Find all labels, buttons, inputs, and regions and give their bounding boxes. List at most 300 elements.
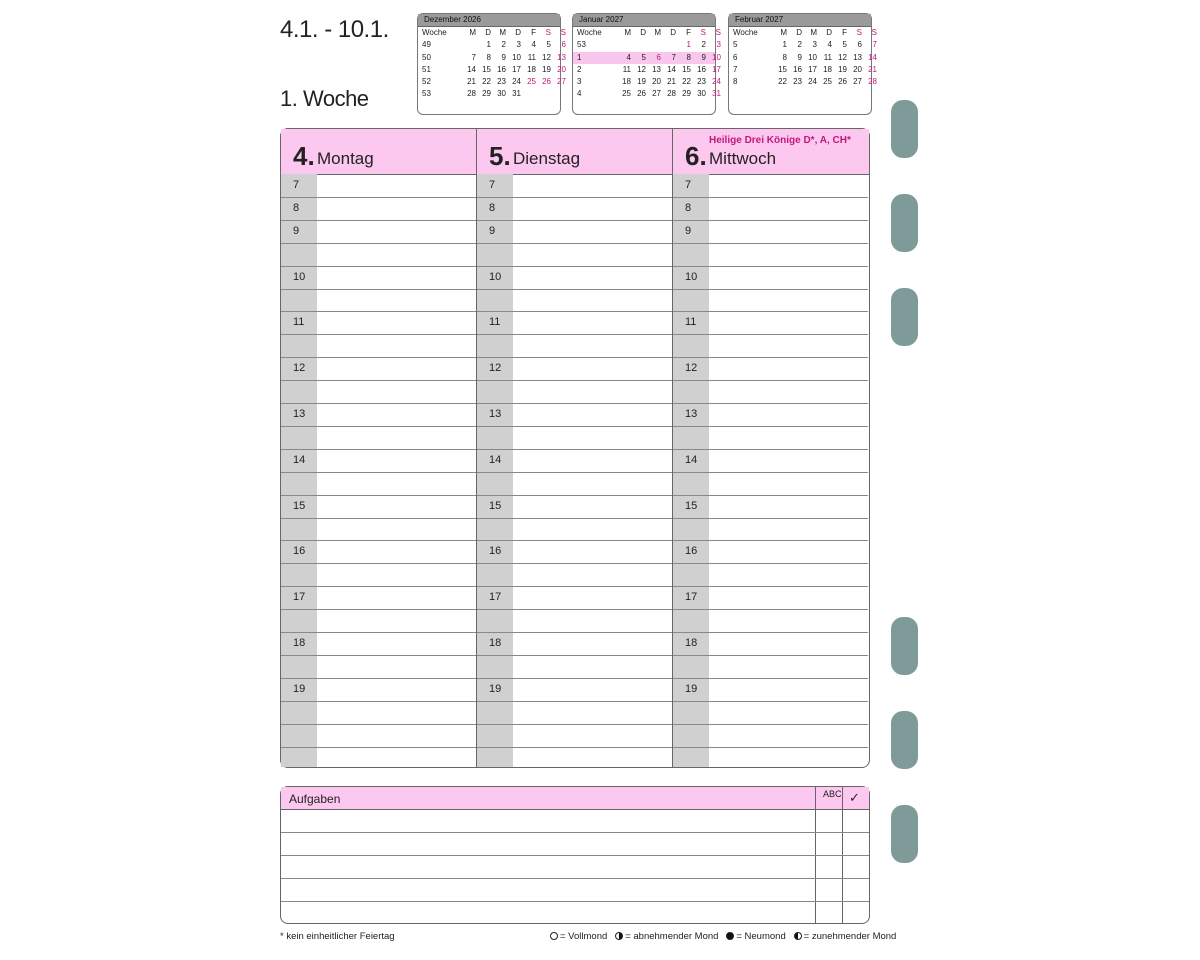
- hour-label: 13: [293, 408, 306, 420]
- hour-label: 17: [489, 591, 502, 604]
- week-label: 1. Woche: [280, 86, 369, 111]
- task-row-line: [281, 832, 869, 833]
- time-slot-line: [281, 724, 476, 725]
- day-cell: 18: [527, 64, 536, 74]
- day-cell: 17: [512, 64, 521, 74]
- mini-calendar-week: [573, 39, 721, 51]
- hour-label: 16: [685, 545, 698, 558]
- time-slot-line: [281, 678, 476, 679]
- time-slot-line: [673, 197, 868, 198]
- day-cell: 8: [782, 52, 787, 62]
- day-cell: 2: [501, 40, 506, 50]
- time-slot-line: [281, 197, 476, 198]
- time-slot-line: [477, 243, 672, 244]
- time-slot-line: [281, 266, 476, 267]
- mini-calendar-weekdays: [573, 27, 721, 39]
- day-cell: 24: [712, 77, 721, 87]
- time-slot-line: [477, 380, 672, 381]
- check-label: ✓: [849, 790, 860, 805]
- day-number: 4.: [293, 141, 315, 171]
- time-slot-line: [673, 380, 868, 381]
- day-cell: 3: [516, 40, 521, 50]
- hour-label: 11: [293, 316, 305, 329]
- hour-label: 14: [293, 453, 306, 466]
- day-cell: 23: [793, 77, 802, 87]
- day-cell: 8: [486, 52, 491, 62]
- day-cell: 8: [686, 52, 691, 62]
- day-cell: 9: [797, 52, 802, 62]
- time-slot-line: [281, 403, 476, 404]
- day-cell: 30: [697, 89, 706, 99]
- day-cell: 23: [497, 77, 506, 87]
- day-cell: D: [640, 28, 646, 37]
- day-column[interactable]: [673, 174, 868, 767]
- time-slot-line: [281, 426, 476, 427]
- hour-label: 10: [685, 270, 698, 283]
- week-number: Woche: [733, 28, 758, 37]
- day-cell: F: [686, 28, 691, 37]
- day-cell: 11: [823, 52, 832, 62]
- week-number: 7: [733, 64, 738, 74]
- hour-label: 10: [293, 270, 306, 283]
- time-slot-line: [281, 655, 476, 656]
- week-number: 5: [733, 40, 738, 50]
- hour-label: 19: [293, 682, 306, 695]
- week-number: 8: [733, 77, 738, 87]
- day-cell: 10: [712, 52, 721, 62]
- day-cell: 22: [778, 77, 787, 87]
- day-cell: 15: [682, 64, 691, 74]
- hour-label: 13: [489, 408, 502, 420]
- day-cell: 21: [868, 64, 877, 74]
- moon-new-label: = Neumond: [736, 931, 786, 942]
- day-cell: 4: [827, 40, 832, 50]
- day-cell: 5: [641, 52, 646, 62]
- mini-calendar-week: [729, 64, 877, 76]
- day-column[interactable]: [281, 174, 476, 767]
- day-cell: 1: [686, 40, 691, 50]
- day-cell: S: [871, 28, 877, 37]
- mini-calendar-title: Februar 2027: [729, 14, 871, 27]
- time-slot-line: [477, 655, 672, 656]
- day-cell: 19: [637, 77, 646, 87]
- hour-label: 13: [685, 408, 698, 420]
- day-cell: 22: [482, 77, 491, 87]
- day-cell: 13: [853, 52, 862, 62]
- hour-label: 18: [293, 637, 306, 649]
- hour-label: 9: [293, 224, 300, 237]
- mini-calendar: [728, 13, 877, 115]
- hour-label: 12: [293, 362, 306, 375]
- week-number: 3: [577, 77, 582, 87]
- hour-label: 14: [685, 453, 698, 466]
- time-slot-line: [281, 357, 476, 358]
- mini-calendar-week: [729, 39, 877, 51]
- day-number: 6.: [685, 141, 707, 171]
- day-cell: 19: [542, 64, 551, 74]
- day-cell: 20: [853, 64, 862, 74]
- time-slot-line: [281, 701, 476, 702]
- register-tab[interactable]: [891, 711, 918, 769]
- day-cell: 27: [652, 89, 661, 99]
- mini-calendar-week: [418, 39, 566, 51]
- week-number: 50: [422, 52, 431, 62]
- mini-calendar-title: Dezember 2026: [418, 14, 560, 27]
- day-cell: 6: [656, 52, 661, 62]
- time-slot-line: [673, 243, 868, 244]
- day-cell: 1: [486, 40, 491, 50]
- day-cell: 16: [697, 64, 706, 74]
- day-cell: 27: [557, 77, 566, 87]
- day-cell: 26: [637, 89, 646, 99]
- time-slot-line: [673, 472, 868, 473]
- mini-calendar-week: [729, 52, 877, 64]
- day-cell: D: [670, 28, 676, 37]
- hour-label: 7: [685, 179, 692, 191]
- tasks-header: [281, 787, 869, 810]
- day-cell: 5: [546, 40, 551, 50]
- day-name: Mittwoch: [709, 149, 777, 168]
- week-number: Woche: [422, 28, 447, 37]
- time-slot-line: [477, 289, 672, 290]
- time-slot-line: [673, 518, 868, 519]
- day-cell: F: [531, 28, 536, 37]
- time-slot-line: [673, 540, 868, 541]
- time-slot-line: [281, 586, 476, 587]
- mini-calendar-week: [418, 88, 560, 100]
- time-slot-line: [477, 609, 672, 610]
- abc-priority-label: [823, 789, 842, 800]
- day-cell: M: [780, 28, 787, 37]
- time-slot-line: [281, 563, 476, 564]
- time-slot-line: [477, 197, 672, 198]
- day-header-tuesday: [477, 129, 673, 175]
- day-cell: 5: [842, 40, 847, 50]
- time-slot-line: [477, 518, 672, 519]
- day-cell: 3: [716, 40, 721, 50]
- time-slot-line: [281, 243, 476, 244]
- time-slot-line: [281, 540, 476, 541]
- week-grid: [280, 128, 870, 768]
- time-slot-line: [477, 403, 672, 404]
- day-cell: 12: [542, 52, 551, 62]
- day-cell: 3: [812, 40, 817, 50]
- task-row-line: [281, 855, 869, 856]
- week-number: 6: [733, 52, 738, 62]
- register-tab[interactable]: [891, 805, 918, 863]
- register-tab[interactable]: [891, 288, 918, 346]
- time-slot-line: [477, 472, 672, 473]
- day-cell: 12: [838, 52, 847, 62]
- mini-calendar-week: [573, 64, 721, 76]
- time-slot-line: [477, 334, 672, 335]
- day-cell: 15: [482, 64, 491, 74]
- time-slot-line: [281, 334, 476, 335]
- week-number: 53: [422, 89, 431, 99]
- day-number: 5.: [489, 141, 511, 171]
- mini-calendar-weekdays: [418, 27, 566, 39]
- time-slot-line: [477, 632, 672, 633]
- holiday-label: Heilige Drei Könige D*, A, CH*: [709, 135, 851, 146]
- time-slot-line: [281, 472, 476, 473]
- time-slot-line: [477, 563, 672, 564]
- mini-calendar-week: [573, 52, 721, 64]
- day-cell: S: [700, 28, 706, 37]
- day-cell: 30: [497, 89, 506, 99]
- time-slot-line: [477, 586, 672, 587]
- day-cell: 28: [667, 89, 676, 99]
- day-cell: 31: [712, 89, 721, 99]
- hour-label: 16: [489, 545, 502, 558]
- day-cell: D: [485, 28, 491, 37]
- moon-waxing-label: = zunehmender Mond: [803, 931, 897, 942]
- day-cell: S: [715, 28, 721, 37]
- day-cell: 25: [823, 77, 832, 87]
- time-slot-line: [673, 609, 868, 610]
- time-slot-line: [281, 632, 476, 633]
- time-slot-line: [673, 632, 868, 633]
- hour-label: 9: [489, 224, 496, 237]
- time-slot-line: [281, 289, 476, 290]
- day-cell: 7: [671, 52, 676, 62]
- day-column[interactable]: [477, 174, 672, 767]
- time-slot-line: [673, 747, 868, 748]
- time-slot-line: [477, 724, 672, 725]
- hour-label: 18: [685, 637, 698, 649]
- week-number: 52: [422, 77, 431, 87]
- time-slot-line: [673, 495, 868, 496]
- day-cell: 17: [808, 64, 817, 74]
- footnote: * kein einheitlicher Feiertag: [280, 931, 395, 942]
- time-slot-line: [477, 747, 672, 748]
- day-cell: 28: [868, 77, 877, 87]
- task-row-line: [281, 901, 869, 902]
- day-cell: 16: [497, 64, 506, 74]
- hour-label: 14: [489, 453, 502, 466]
- hour-label: 12: [489, 362, 502, 375]
- time-slot-line: [281, 495, 476, 496]
- mini-calendar-week: [418, 76, 566, 88]
- day-cell: 11: [622, 64, 631, 74]
- day-cell: 16: [793, 64, 802, 74]
- time-slot-line: [673, 449, 868, 450]
- mini-calendar-week: [573, 76, 721, 88]
- time-slot-line: [673, 357, 868, 358]
- day-cell: S: [856, 28, 862, 37]
- day-cell: M: [499, 28, 506, 37]
- day-cell: 11: [527, 52, 536, 62]
- day-cell: 21: [467, 77, 476, 87]
- day-cell: F: [842, 28, 847, 37]
- day-cell: 10: [808, 52, 817, 62]
- day-cell: 14: [667, 64, 676, 74]
- moon-legend: [550, 931, 896, 942]
- hour-label: 12: [685, 362, 698, 375]
- day-cell: 9: [701, 52, 706, 62]
- day-cell: 24: [808, 77, 817, 87]
- day-cell: 13: [652, 64, 661, 74]
- week-number: 49: [422, 40, 431, 50]
- day-cell: 10: [512, 52, 521, 62]
- day-cell: D: [826, 28, 832, 37]
- hour-label: 8: [293, 201, 300, 214]
- day-cell: 17: [712, 64, 721, 74]
- time-slot-line: [477, 220, 672, 221]
- moon-full-label: = Vollmond: [560, 931, 608, 942]
- day-cell: 7: [471, 52, 476, 62]
- day-cell: M: [654, 28, 661, 37]
- time-slot-line: [477, 678, 672, 679]
- day-cell: M: [624, 28, 631, 37]
- hour-label: 16: [293, 545, 306, 558]
- day-cell: 26: [838, 77, 847, 87]
- mini-calendar-weekdays: [729, 27, 877, 39]
- time-slot-line: [673, 724, 868, 725]
- waning-moon-icon: [615, 932, 623, 940]
- time-slot-line: [281, 380, 476, 381]
- day-name: Montag: [317, 149, 374, 168]
- time-slot-line: [477, 449, 672, 450]
- week-number: 4: [577, 89, 582, 99]
- moon-waning-label: = abnehmender Mond: [625, 931, 719, 942]
- day-cell: 25: [622, 89, 631, 99]
- time-slot-line: [281, 311, 476, 312]
- day-cell: 20: [557, 64, 566, 74]
- time-slot-line: [673, 311, 868, 312]
- abc-text: ABC: [823, 789, 842, 799]
- mini-calendar: [417, 13, 566, 115]
- hour-label: 11: [489, 316, 501, 329]
- day-cell: 6: [561, 40, 566, 50]
- day-cell: 4: [626, 52, 631, 62]
- time-slot-line: [673, 220, 868, 221]
- week-number: 2: [577, 64, 582, 74]
- mini-calendar-week: [729, 76, 877, 88]
- hour-label: 7: [489, 179, 496, 191]
- hour-label: 19: [489, 682, 502, 695]
- time-slot-line: [281, 609, 476, 610]
- time-slot-line: [477, 426, 672, 427]
- day-cell: 19: [838, 64, 847, 74]
- tasks-table: [280, 786, 870, 924]
- time-slot-line: [281, 518, 476, 519]
- register-tab[interactable]: [891, 100, 918, 158]
- time-slot-line: [673, 266, 868, 267]
- time-slot-line: [673, 334, 868, 335]
- mini-calendar-week: [418, 64, 566, 76]
- time-slot-line: [673, 701, 868, 702]
- full-moon-icon: [550, 932, 558, 940]
- day-cell: 29: [482, 89, 491, 99]
- hour-label: 19: [685, 682, 698, 695]
- time-slot-line: [673, 426, 868, 427]
- time-slot-line: [673, 403, 868, 404]
- day-cell: S: [545, 28, 551, 37]
- time-slot-line: [673, 655, 868, 656]
- mini-calendar-title: Januar 2027: [573, 14, 715, 27]
- day-cell: 12: [637, 64, 646, 74]
- day-cell: 2: [797, 40, 802, 50]
- time-slot-line: [673, 586, 868, 587]
- day-cell: 27: [853, 77, 862, 87]
- mini-calendar: [572, 13, 721, 115]
- day-cell: 4: [531, 40, 536, 50]
- week-number: 1: [577, 52, 582, 62]
- hour-label: 8: [489, 201, 496, 214]
- day-cell: 9: [501, 52, 506, 62]
- day-cell: 20: [652, 77, 661, 87]
- day-cell: 28: [467, 89, 476, 99]
- date-range: 4.1. - 10.1.: [280, 16, 389, 43]
- day-header-wednesday: [673, 129, 869, 175]
- time-slot-line: [673, 563, 868, 564]
- week-number: 51: [422, 64, 431, 74]
- day-cell: 14: [467, 64, 476, 74]
- day-cell: 13: [557, 52, 566, 62]
- time-slot-line: [673, 678, 868, 679]
- time-slot-line: [477, 495, 672, 496]
- time-slot-line: [477, 311, 672, 312]
- day-cell: 31: [512, 89, 521, 99]
- week-number: Woche: [577, 28, 602, 37]
- time-slot-line: [281, 220, 476, 221]
- hour-label: 18: [489, 637, 502, 649]
- day-cell: M: [810, 28, 817, 37]
- tasks-label: Aufgaben: [289, 792, 341, 806]
- week-number: 53: [577, 40, 586, 50]
- mini-calendar-week: [573, 88, 721, 100]
- hour-label: 15: [293, 499, 306, 512]
- day-cell: 26: [542, 77, 551, 87]
- hour-label: 17: [293, 591, 306, 604]
- waxing-moon-icon: [794, 932, 802, 940]
- day-cell: 1: [782, 40, 787, 50]
- hour-label: 15: [685, 499, 698, 512]
- day-cell: D: [515, 28, 521, 37]
- time-slot-line: [477, 357, 672, 358]
- day-cell: 18: [823, 64, 832, 74]
- day-cell: 2: [701, 40, 706, 50]
- register-tab[interactable]: [891, 194, 918, 252]
- hour-label: 7: [293, 179, 300, 191]
- day-cell: S: [560, 28, 566, 37]
- time-slot-line: [673, 289, 868, 290]
- day-cell: 6: [857, 40, 862, 50]
- day-cell: 15: [778, 64, 787, 74]
- register-tab[interactable]: [891, 617, 918, 675]
- day-cell: 21: [667, 77, 676, 87]
- new-moon-icon: [726, 932, 734, 940]
- time-slot-line: [477, 540, 672, 541]
- day-cell: D: [796, 28, 802, 37]
- day-cell: 23: [697, 77, 706, 87]
- day-cell: 18: [622, 77, 631, 87]
- time-slot-line: [281, 449, 476, 450]
- day-name: Dienstag: [513, 149, 581, 168]
- time-slot-line: [281, 747, 476, 748]
- hour-label: 15: [489, 499, 502, 512]
- hour-label: 11: [685, 316, 697, 329]
- task-row-line: [281, 878, 869, 879]
- day-header-monday: [281, 129, 477, 175]
- day-cell: 29: [682, 89, 691, 99]
- day-cell: 14: [868, 52, 877, 62]
- hour-label: 10: [489, 270, 502, 283]
- hour-label: 9: [685, 224, 692, 237]
- time-slot-line: [477, 266, 672, 267]
- day-cell: 22: [682, 77, 691, 87]
- day-cell: M: [469, 28, 476, 37]
